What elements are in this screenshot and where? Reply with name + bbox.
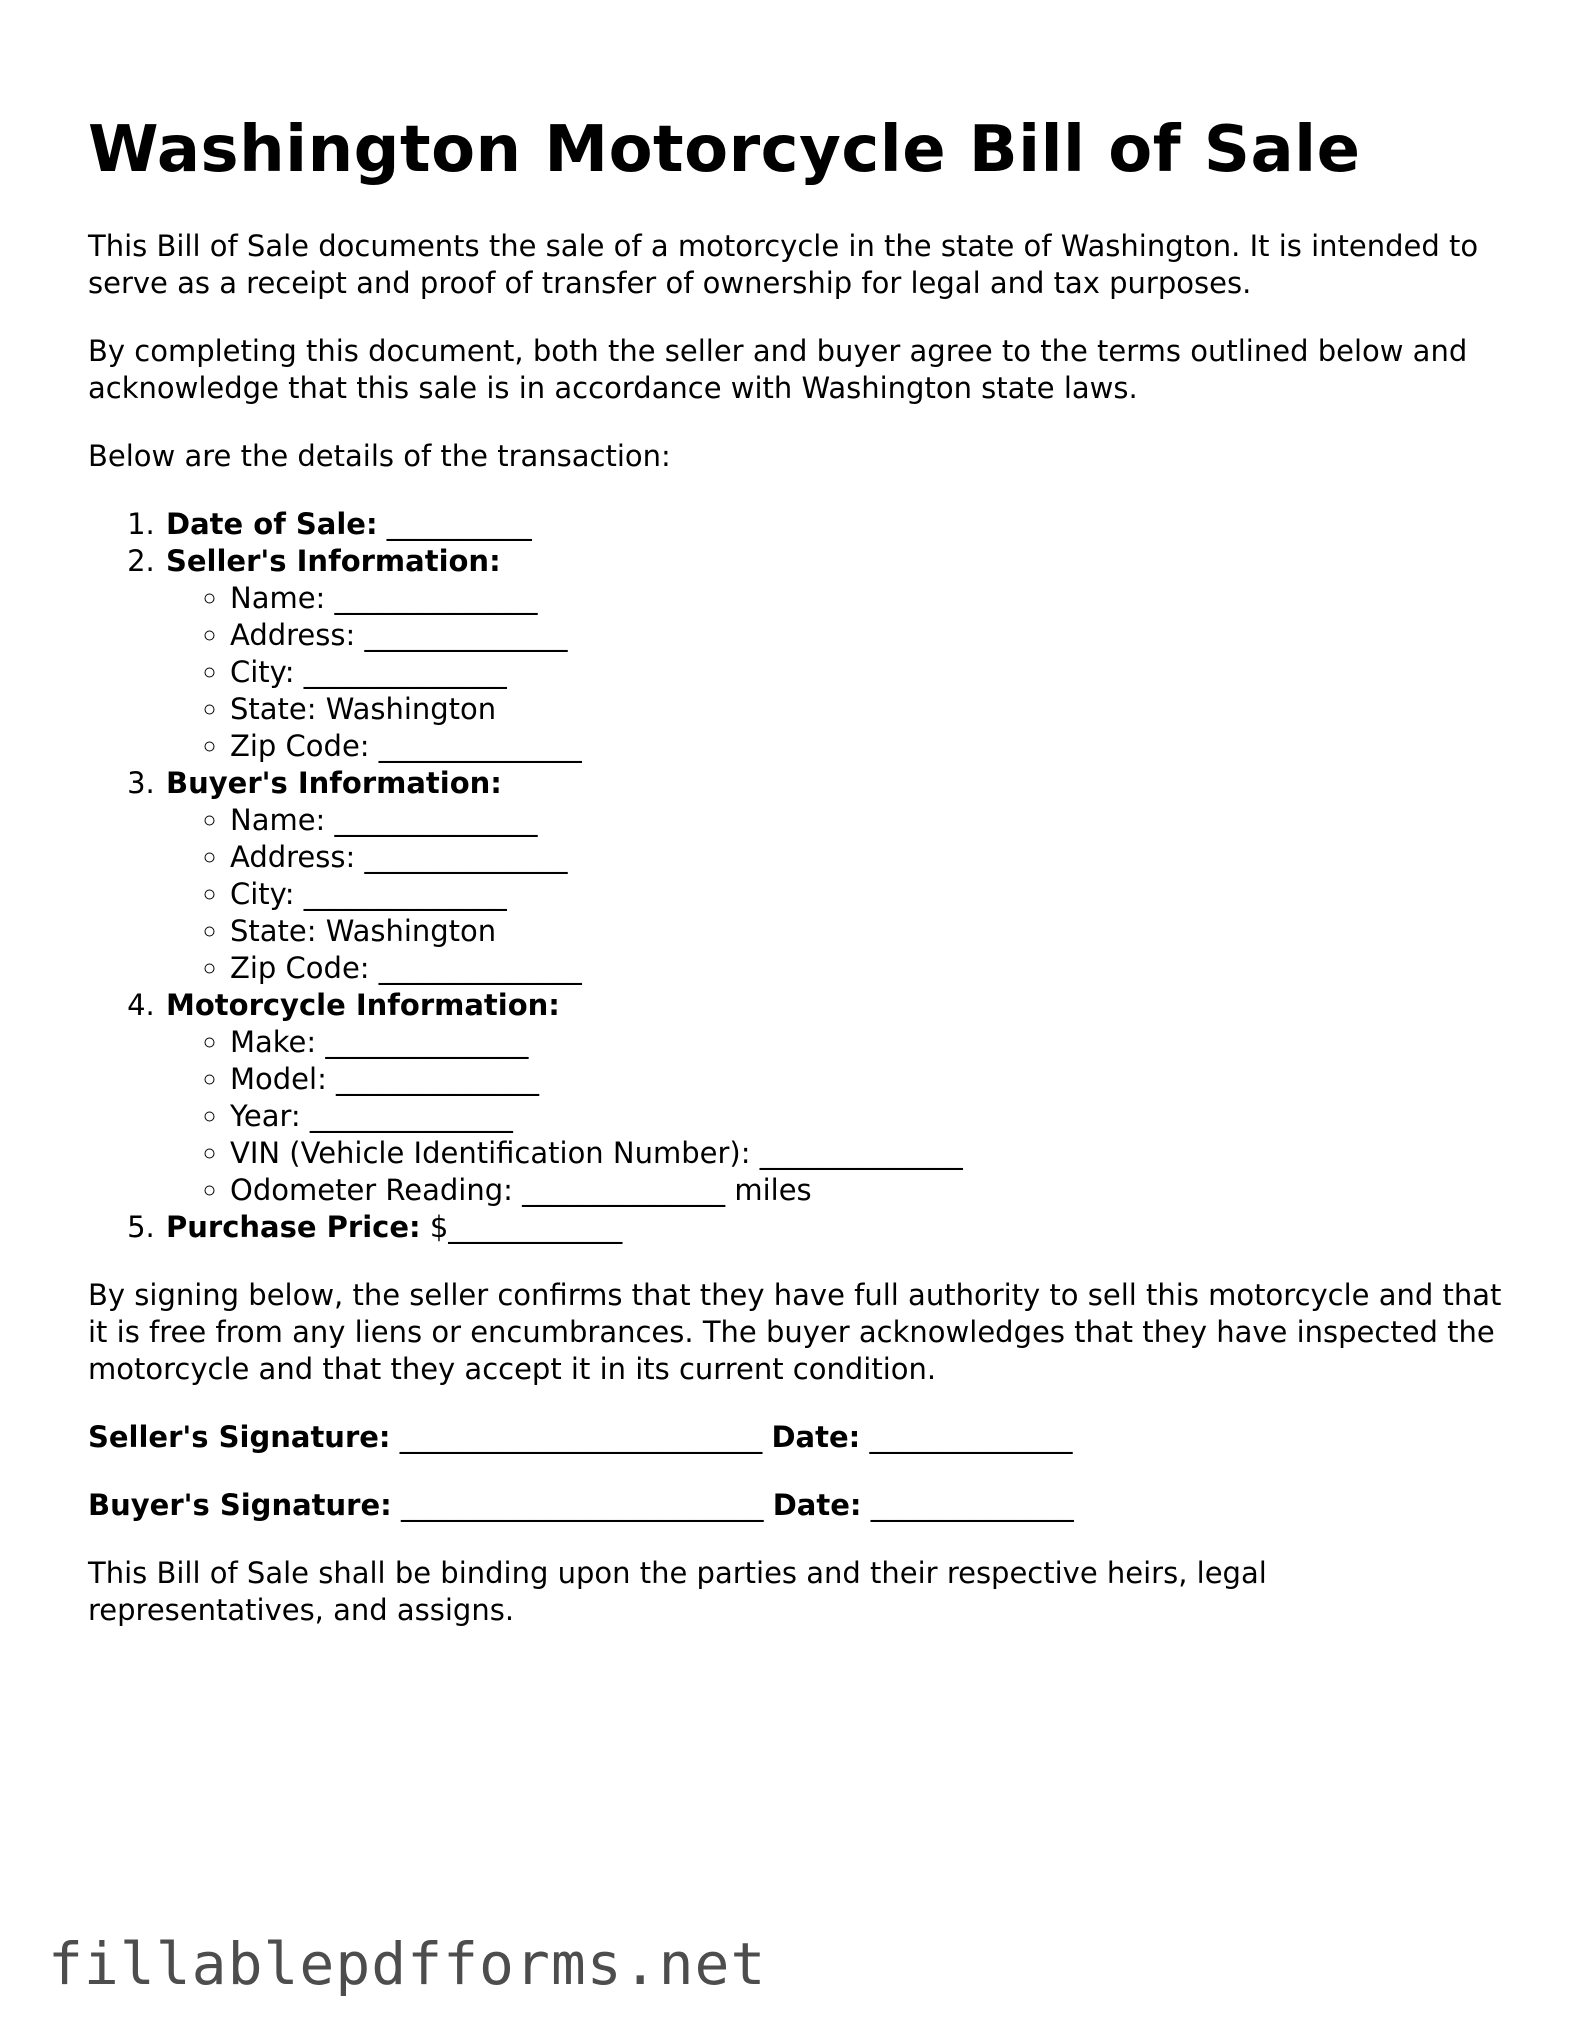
buyer-information-item xyxy=(164,765,1508,987)
motorcycle-fields-list xyxy=(166,1024,1508,1209)
seller-state-field: ◦ State: Washington xyxy=(230,691,1508,728)
motorcycle-model-field[interactable]: ◦ Model: ______________ xyxy=(230,1061,1508,1098)
document-page xyxy=(88,108,1508,1660)
motorcycle-year-field[interactable]: ◦ Year: ______________ xyxy=(230,1098,1508,1135)
buyer-zip-field[interactable]: ◦ Zip Code: ______________ xyxy=(230,950,1508,987)
buyer-name-field[interactable]: ◦ Name: ______________ xyxy=(230,802,1508,839)
purchase-price-item xyxy=(164,1209,1508,1246)
seller-fields-list xyxy=(166,580,1508,765)
seller-signature-row xyxy=(88,1419,1508,1456)
seller-signature-label: Seller's Signature: xyxy=(88,1420,391,1454)
seller-information-item xyxy=(164,543,1508,765)
intro-paragraph: This Bill of Sale documents the sale of a motorcycle in the state of Washington. It is intended to serve as a receipt and proof of transfer of ownership for legal and tax purposes. xyxy=(88,229,1479,300)
watermark: fillablepdfforms.net xyxy=(48,1930,767,1998)
seller-city-field[interactable]: ◦ City: ______________ xyxy=(230,654,1508,691)
motorcycle-make-field[interactable]: ◦ Make: ______________ xyxy=(230,1024,1508,1061)
seller-date-field[interactable]: ______________ xyxy=(869,1420,1073,1454)
page-title: Washington Motorcycle Bill of Sale xyxy=(88,113,1361,187)
seller-information-label: Seller's Information: xyxy=(166,544,501,578)
motorcycle-information-label: Motorcycle Information: xyxy=(166,988,560,1022)
date-of-sale-label: Date of Sale: xyxy=(166,507,378,541)
motorcycle-vin-field[interactable]: ◦ VIN (Vehicle Identification Number): ______________ xyxy=(230,1135,1508,1172)
buyer-date-field[interactable]: ______________ xyxy=(870,1488,1074,1522)
buyer-fields-list xyxy=(166,802,1508,987)
seller-date-label: Date: xyxy=(771,1420,861,1454)
purchase-price-field[interactable]: $____________ xyxy=(429,1210,623,1244)
buyer-signature-row xyxy=(88,1487,1508,1524)
buyer-signature-field[interactable]: _________________________ xyxy=(400,1488,764,1522)
buyer-address-field[interactable]: ◦ Address: ______________ xyxy=(230,839,1508,876)
buyer-date-label: Date: xyxy=(772,1488,862,1522)
motorcycle-information-item xyxy=(164,987,1508,1209)
binding-clause: This Bill of Sale shall be binding upon the parties and their respective heirs, legal representatives, and assigns. xyxy=(88,1556,1267,1627)
date-of-sale-item xyxy=(164,506,1508,543)
buyer-information-label: Buyer's Information: xyxy=(166,766,502,800)
buyer-city-field[interactable]: ◦ City: ______________ xyxy=(230,876,1508,913)
agreement-paragraph: By completing this document, both the seller and buyer agree to the terms outlined below and acknowledge that this sale is in accordance with Washington state laws. xyxy=(88,334,1468,405)
seller-name-field[interactable]: ◦ Name: ______________ xyxy=(230,580,1508,617)
seller-signature-field[interactable]: _________________________ xyxy=(399,1420,763,1454)
buyer-state-field: ◦ State: Washington xyxy=(230,913,1508,950)
purchase-price-label: Purchase Price: xyxy=(166,1210,421,1244)
date-of-sale-field[interactable]: __________ xyxy=(386,507,532,541)
closing-paragraph: By signing below, the seller confirms that they have full authority to sell this motorcycle and that it is free from any liens or encumbrances. The buyer acknowledges that they have inspected the motorcycle and that they accept it in its current condition. xyxy=(88,1278,1502,1386)
motorcycle-odometer-field[interactable]: ◦ Odometer Reading: ______________ miles xyxy=(230,1172,1508,1209)
transaction-details-list xyxy=(88,506,1508,1246)
details-intro: Below are the details of the transaction: xyxy=(88,439,671,473)
seller-zip-field[interactable]: ◦ Zip Code: ______________ xyxy=(230,728,1508,765)
buyer-signature-label: Buyer's Signature: xyxy=(88,1488,392,1522)
seller-address-field[interactable]: ◦ Address: ______________ xyxy=(230,617,1508,654)
